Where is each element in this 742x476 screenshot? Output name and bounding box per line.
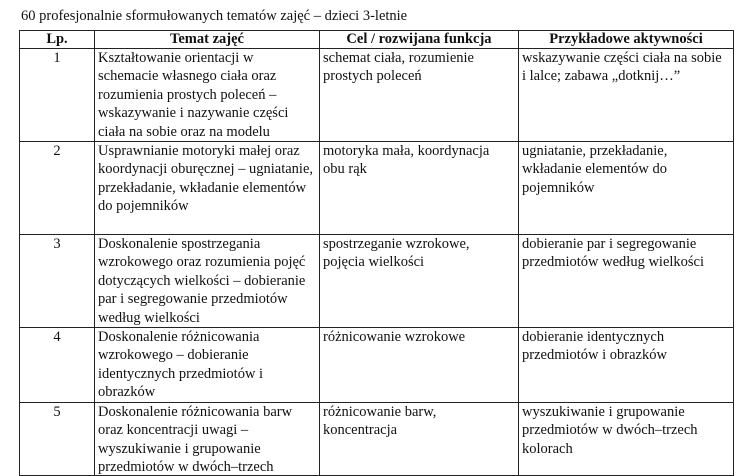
row-number: 4: [20, 328, 95, 403]
row-activities: wskazywanie części ciała na sobie i lalce; zabawa „dotknij…”: [519, 49, 734, 142]
row-activities: wyszukiwanie i grupowanie przedmiotów w dwóch–trzech kolorach: [519, 403, 734, 476]
row-topic: Doskonalenie różnicowania barw oraz koncentracji uwagi – wyszukiwanie i grupowanie przedmiotów w dwóch–trzech: [95, 403, 320, 476]
table-row: [20, 403, 734, 476]
row-goal: schemat ciała, rozumienie prostych poleceń: [320, 49, 519, 142]
row-activities: dobieranie identycznych przedmiotów i obrazków: [519, 328, 734, 403]
topics-table: [19, 30, 734, 476]
row-topic: Kształtowanie orientacji w schemacie własnego ciała oraz rozumienia prostych poleceń – wskazywanie i nazywanie części ciała na sobie oraz na modelu: [95, 49, 320, 142]
row-number: 2: [20, 142, 95, 235]
table-row: [20, 328, 734, 403]
table-row: [20, 49, 734, 142]
row-activities: dobieranie par i segregowanie przedmiotów według wielkości: [519, 235, 734, 328]
row-topic: Doskonalenie różnicowania wzrokowego – dobieranie identycznych przedmiotów i obrazków: [95, 328, 320, 403]
row-goal: spostrzeganie wzrokowe, pojęcia wielkości: [320, 235, 519, 328]
row-activities: ugniatanie, przekładanie, wkładanie elementów do pojemników: [519, 142, 734, 235]
header-topic: Temat zajęć: [95, 31, 320, 49]
table-header-row: [20, 31, 734, 49]
row-number: 3: [20, 235, 95, 328]
header-activities: Przykładowe aktywności: [519, 31, 734, 49]
row-topic: Usprawnianie motoryki małej oraz koordynacji oburęcznej – ugniatanie, przekładanie, wkładanie elementów do pojemników: [95, 142, 320, 235]
row-topic: Doskonalenie spostrzegania wzrokowego oraz rozumienia pojęć dotyczących wielkości – dobieranie par i segregowanie przedmiotów według wielkości: [95, 235, 320, 328]
row-number: 5: [20, 403, 95, 476]
row-goal: różnicowanie barw, koncentracja: [320, 403, 519, 476]
row-goal: różnicowanie wzrokowe: [320, 328, 519, 403]
header-lp: Lp.: [20, 31, 95, 49]
document-title: 60 profesjonalnie sformułowanych tematów zajęć – dzieci 3-letnie: [21, 8, 408, 24]
table-row: [20, 142, 734, 235]
row-goal: motoryka mała, koordynacja obu rąk: [320, 142, 519, 235]
header-goal: Cel / rozwijana funkcja: [320, 31, 519, 49]
table-row: [20, 235, 734, 328]
row-number: 1: [20, 49, 95, 142]
